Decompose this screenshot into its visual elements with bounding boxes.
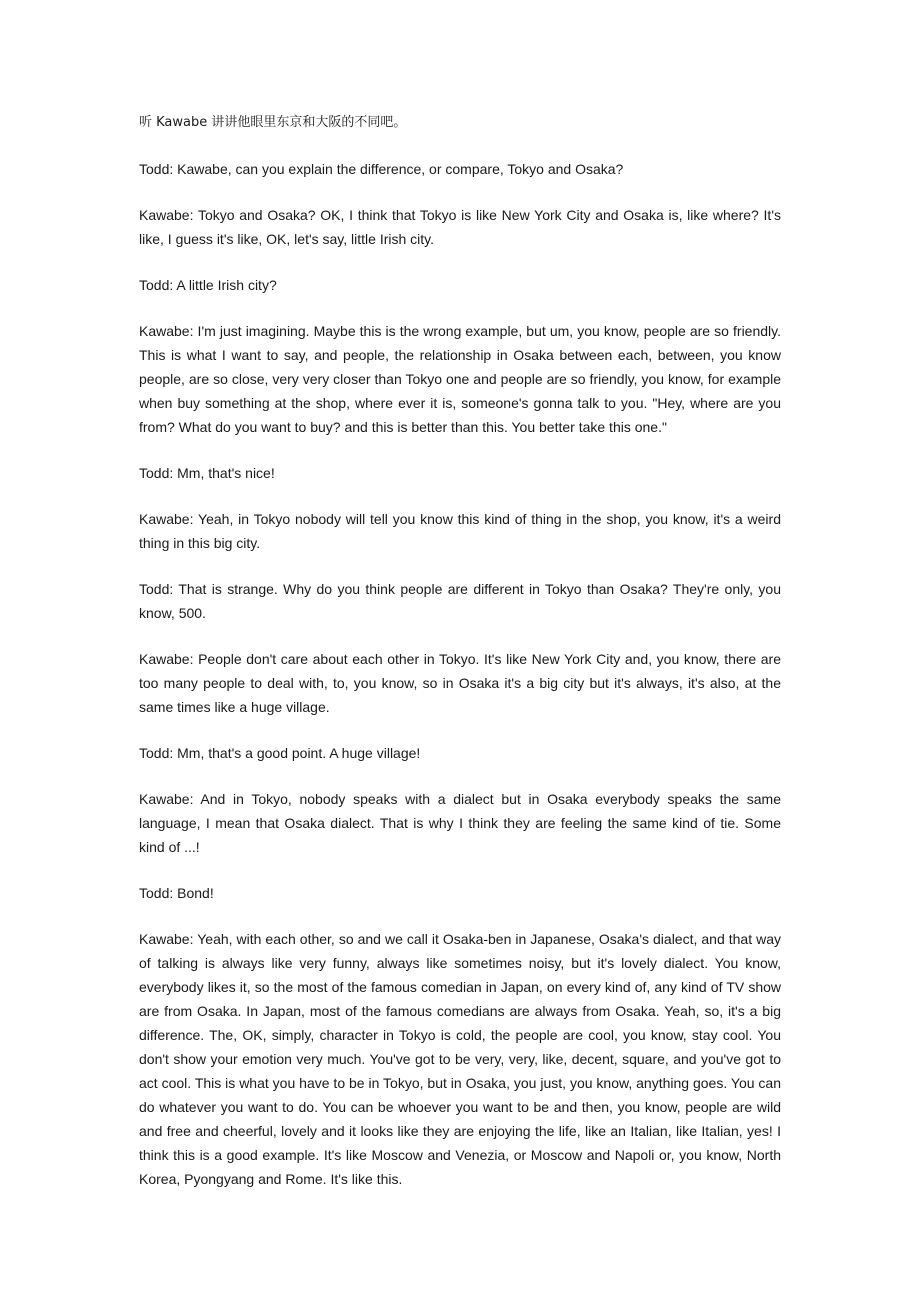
dialogue-paragraph: Kawabe: Yeah, with each other, so and we call it Osaka-ben in Japanese, Osaka's dialect, and that way of talking is always like very funny, always like sometimes noisy, but it's lovely dialect. You know, everybody likes it, so the most of the famous comedian in Japan, on every kind of, any kind of TV show are from Osaka. In Japan, most of the famous comedians are always from Osaka. Yeah, so, it's a big difference. The, OK, simply, character in Tokyo is cold, the people are cool, you know, stay cool. You don't show your emotion very much. You've got to be very, very, like, decent, square, and you've got to act cool. This is what you have to be in Tokyo, but in Osaka, you just, you know, anything goes. You can do whatever you want to do. You can be whoever you want to be and then, you know, people are wild and free and cheerful, lovely and it looks like they are enjoying the life, like an Italian, like Italian, yes! I think this is a good example. It's like Moscow and Venezia, or Moscow and Napoli or, you know, North Korea, Pyongyang and Rome. It's like this. xyxy=(139,931,781,1187)
dialogue-paragraph: Todd: Bond! xyxy=(139,885,214,901)
dialogue-paragraph: Todd: A little Irish city? xyxy=(139,277,277,293)
dialogue-paragraph: Kawabe: Tokyo and Osaka? OK, I think that Tokyo is like New York City and Osaka is, like where? It's like, I guess it's like, OK, let's say, little Irish city. xyxy=(139,207,781,247)
dialogue-paragraph: Todd: Kawabe, can you explain the difference, or compare, Tokyo and Osaka? xyxy=(139,161,624,177)
dialogue-paragraph: Kawabe: People don't care about each other in Tokyo. It's like New York City and, you know, there are too many people to deal with, to, you know, so in Osaka it's a big city but it's always, it's also, at the same times like a huge village. xyxy=(139,651,781,715)
dialogue-paragraph: Kawabe: And in Tokyo, nobody speaks with a dialect but in Osaka everybody speaks the same language, I mean that Osaka dialect. That is why I think they are feeling the same kind of tie. Some kind of ...! xyxy=(139,791,781,855)
dialogue-paragraph: Todd: Mm, that's nice! xyxy=(139,465,275,481)
document-page xyxy=(139,111,781,1213)
dialogue-paragraph: Todd: Mm, that's a good point. A huge village! xyxy=(139,745,421,761)
intro-line: 听 Kawabe 讲讲他眼里东京和大阪的不同吧。 xyxy=(139,115,407,130)
dialogue-paragraph: Todd: That is strange. Why do you think people are different in Tokyo than Osaka? They're only, you know, 500. xyxy=(139,581,781,621)
dialogue-paragraph: Kawabe: I'm just imagining. Maybe this is the wrong example, but um, you know, people are so friendly. This is what I want to say, and people, the relationship in Osaka between each, between, you know people, are so close, very very closer than Tokyo one and people are so friendly, you know, for example when buy something at the shop, where ever it is, someone's gonna talk to you. "Hey, where are you from? What do you want to buy? and this is better than this. You better take this one." xyxy=(139,323,781,435)
dialogue-paragraph: Kawabe: Yeah, in Tokyo nobody will tell you know this kind of thing in the shop, you know, it's a weird thing in this big city. xyxy=(139,511,781,551)
